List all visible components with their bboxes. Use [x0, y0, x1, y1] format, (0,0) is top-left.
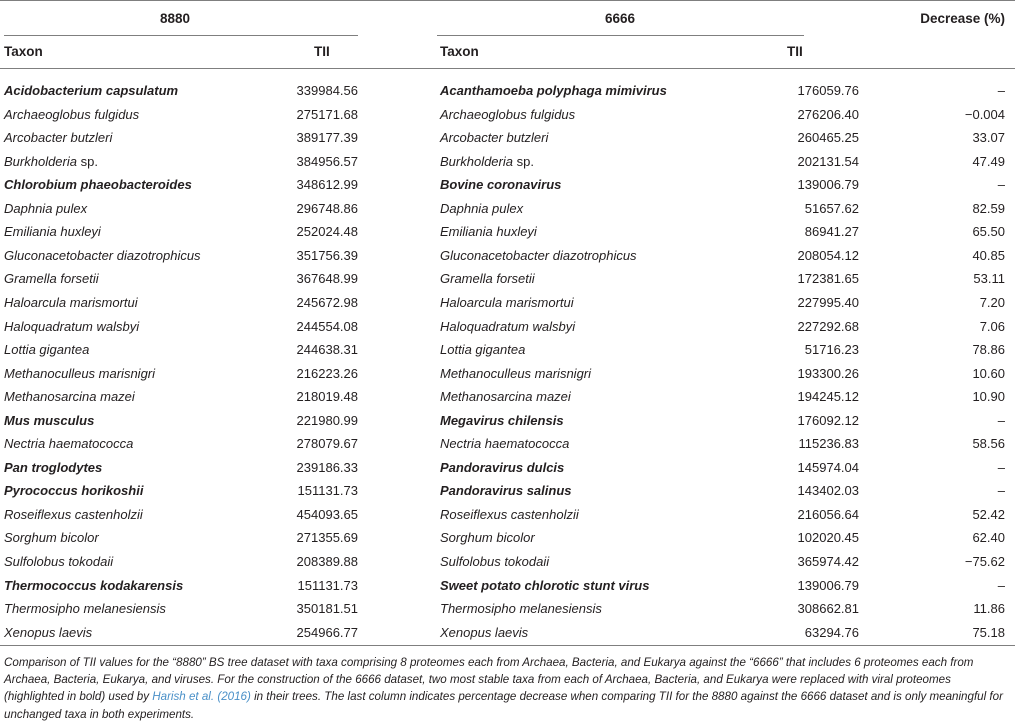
taxon-name: Burkholderia [440, 153, 513, 169]
tii-6666-cell: 193300.26 [797, 365, 859, 381]
taxon-name: Methanoculleus marisnigri [440, 365, 592, 381]
tii-6666-cell: 308662.81 [797, 601, 859, 617]
taxon-name: Pandoravirus salinus [440, 483, 572, 499]
taxon-name: Acanthamoeba polyphaga mimivirus [440, 83, 667, 98]
tii-8880-cell: 278079.67 [296, 436, 358, 452]
decrease-cell: 53.11 [973, 271, 1005, 287]
header-decrease: Decrease (%) [920, 11, 1005, 26]
tii-6666-cell: 176059.76 [797, 83, 859, 98]
table-row [0, 82, 1015, 106]
citation-link[interactable]: Harish et al. (2016) [152, 690, 251, 704]
decrease-cell: 7.06 [979, 318, 1005, 334]
taxon-8880-cell [4, 412, 94, 430]
taxon-name: Nectria haematococca [440, 436, 570, 452]
table-row [0, 506, 1015, 530]
taxon-8880-cell [4, 506, 143, 524]
taxon-name: Xenopus laevis [440, 624, 529, 640]
tii-8880-cell: 348612.99 [296, 177, 358, 193]
taxon-8880-cell [4, 388, 135, 406]
taxon-name: Burkholderia [4, 153, 77, 169]
taxon-8880-cell [4, 529, 99, 547]
taxon-name: Bovine coronavirus [440, 177, 562, 193]
tii-8880-cell: 239186.33 [296, 459, 358, 475]
tii-6666-cell: 143402.03 [797, 483, 859, 499]
group-header-8880: 8880 [160, 11, 191, 26]
taxon-name: Haloarcula marismortui [4, 294, 138, 310]
group-rule-6666 [437, 35, 804, 36]
header-tii-8880: TII [314, 44, 330, 59]
table-row [0, 577, 1015, 601]
taxon-6666-cell [440, 176, 561, 194]
taxon-6666-cell [440, 529, 535, 547]
tii-6666-cell: 51716.23 [804, 342, 859, 358]
table-row [0, 129, 1015, 153]
tii-6666-cell: 216056.64 [797, 506, 859, 522]
tii-8880-cell: 218019.48 [296, 389, 358, 405]
tii-6666-cell: 176092.12 [797, 412, 859, 428]
taxon-6666-cell [440, 412, 564, 430]
taxon-6666-cell [440, 341, 525, 359]
tii-6666-cell: 172381.65 [797, 271, 859, 287]
taxon-name: Mus musculus [4, 412, 95, 428]
taxon-name: Daphnia pulex [440, 200, 524, 216]
tii-8880-cell: 216223.26 [296, 365, 358, 381]
header-tii-6666: TII [787, 44, 803, 59]
taxon-6666-cell [440, 270, 535, 288]
tii-8880-cell: 252024.48 [296, 224, 358, 240]
tii-8880-cell: 208389.88 [296, 554, 358, 569]
table-row [0, 482, 1015, 506]
taxon-6666-cell [440, 82, 667, 100]
taxon-name: Pyrococcus horikoshii [4, 483, 144, 499]
table-top-rule [0, 0, 1015, 1]
taxon-name: Roseiflexus castenholzii [4, 506, 143, 522]
table-row [0, 200, 1015, 224]
tii-6666-cell: 145974.04 [797, 459, 859, 475]
tii-8880-cell: 350181.51 [296, 601, 358, 617]
decrease-cell: – [997, 459, 1005, 475]
taxon-8880-cell [4, 129, 112, 147]
taxon-name: Archaeoglobus fulgidus [4, 106, 140, 122]
table-row [0, 365, 1015, 389]
header-taxon-8880: Taxon [4, 44, 43, 59]
taxon-name: Pandoravirus dulcis [440, 459, 565, 475]
taxon-6666-cell [440, 577, 649, 595]
taxon-name: Gramella forsetii [4, 271, 99, 287]
taxon-suffix: sp. [77, 153, 98, 169]
taxon-8880-cell [4, 82, 178, 100]
tii-6666-cell: 102020.45 [797, 530, 859, 546]
taxon-name: Gramella forsetii [440, 271, 535, 287]
taxon-8880-cell [4, 270, 99, 288]
taxon-6666-cell [440, 600, 602, 618]
tii-8880-cell: 221980.99 [296, 412, 358, 428]
taxon-6666-cell [440, 294, 574, 312]
tii-6666-cell: 202131.54 [797, 153, 859, 169]
header-bottom-rule [0, 68, 1015, 69]
table-row [0, 270, 1015, 294]
taxon-6666-cell [440, 624, 528, 642]
taxon-name: Methanosarcina mazei [440, 389, 571, 405]
taxon-8880-cell [4, 200, 87, 218]
taxon-6666-cell [440, 435, 569, 453]
taxon-name: Nectria haematococca [4, 436, 134, 452]
taxon-6666-cell [440, 129, 548, 147]
taxon-8880-cell [4, 153, 98, 171]
tii-6666-cell: 194245.12 [797, 389, 859, 405]
group-header-6666: 6666 [605, 11, 636, 26]
taxon-6666-cell [440, 388, 571, 406]
taxon-name: Thermosipho melanesiensis [4, 601, 166, 617]
taxon-8880-cell [4, 459, 102, 477]
taxon-8880-cell [4, 247, 201, 265]
taxon-8880-cell [4, 341, 89, 359]
tii-8880-cell: 151131.73 [297, 483, 358, 499]
decrease-cell: −0.004 [964, 106, 1005, 122]
taxon-name: Archaeoglobus fulgidus [440, 106, 576, 122]
tii-8880-cell: 151131.73 [297, 577, 358, 593]
decrease-cell: −75.62 [964, 554, 1005, 569]
taxon-suffix: sp. [513, 153, 534, 169]
table-row [0, 459, 1015, 483]
decrease-cell: – [997, 577, 1005, 593]
taxon-name: Arcobacter butzleri [440, 130, 549, 146]
taxon-8880-cell [4, 318, 139, 336]
tii-6666-cell: 51657.62 [804, 200, 859, 216]
table-row [0, 529, 1015, 553]
taxon-8880-cell [4, 176, 192, 194]
taxon-name: Chlorobium phaeobacteroides [4, 177, 192, 193]
decrease-cell: 58.56 [972, 436, 1005, 452]
taxon-name: Pan troglodytes [4, 459, 103, 475]
taxon-6666-cell [440, 223, 537, 241]
taxon-name: Sulfolobus tokodaii [440, 554, 550, 569]
tii-8880-cell: 275171.68 [296, 106, 358, 122]
table-row [0, 318, 1015, 342]
taxon-6666-cell [440, 506, 579, 524]
tii-8880-cell: 244638.31 [296, 342, 358, 358]
tii-6666-cell: 63294.76 [804, 624, 859, 640]
tii-8880-cell: 244554.08 [296, 318, 358, 334]
tii-6666-cell: 227995.40 [797, 294, 859, 310]
tii-8880-cell: 367648.99 [296, 271, 358, 287]
tii-6666-cell: 365974.42 [797, 554, 859, 569]
tii-6666-cell: 276206.40 [797, 106, 859, 122]
decrease-cell: 33.07 [972, 130, 1005, 146]
table-row [0, 341, 1015, 365]
table-row [0, 412, 1015, 436]
tii-8880-cell: 254966.77 [296, 624, 358, 640]
table-row [0, 600, 1015, 624]
taxon-name: Emiliania huxleyi [4, 224, 101, 240]
taxon-8880-cell [4, 223, 101, 241]
decrease-cell: – [997, 483, 1005, 499]
taxon-name: Sorghum bicolor [4, 530, 99, 546]
taxon-8880-cell [4, 106, 139, 124]
taxon-name: Daphnia pulex [4, 200, 88, 216]
table-row [0, 176, 1015, 200]
taxon-name: Sulfolobus tokodaii [4, 554, 114, 569]
tii-6666-cell: 115236.83 [798, 436, 859, 452]
taxon-6666-cell [440, 553, 549, 571]
decrease-cell: 10.60 [972, 365, 1005, 381]
taxon-name: Xenopus laevis [4, 624, 93, 640]
decrease-cell: – [997, 177, 1005, 193]
taxon-name: Haloquadratum walsbyi [4, 318, 140, 334]
taxon-8880-cell [4, 482, 143, 500]
decrease-cell: 40.85 [972, 247, 1005, 263]
decrease-cell: 75.18 [972, 624, 1005, 640]
taxon-name: Acidobacterium capsulatum [4, 83, 179, 98]
table-row [0, 294, 1015, 318]
taxon-6666-cell [440, 318, 575, 336]
taxon-name: Thermococcus kodakarensis [4, 577, 184, 593]
decrease-cell: – [997, 83, 1005, 98]
decrease-cell: 47.49 [972, 153, 1005, 169]
taxon-name: Lottia gigantea [4, 342, 90, 358]
table-caption [4, 654, 1012, 723]
decrease-cell: 11.86 [973, 601, 1005, 617]
decrease-cell: 10.90 [972, 389, 1005, 405]
group-rule-8880 [4, 35, 358, 36]
taxon-8880-cell [4, 600, 166, 618]
header-taxon-6666: Taxon [440, 44, 479, 59]
taxon-8880-cell [4, 577, 183, 595]
tii-8880-cell: 245672.98 [296, 294, 358, 310]
decrease-cell: 62.40 [972, 530, 1005, 546]
tii-6666-cell: 260465.25 [797, 130, 859, 146]
taxon-name: Arcobacter butzleri [4, 130, 113, 146]
table-bottom-rule [0, 645, 1015, 646]
caption-text-part1: Comparison of TII values for the “8880” BS tree dataset with taxa comprising 8 proteomes each from Archaea, Bacteria, and Eukarya against the “6666” that includes 6 proteomes each from Archaea, Bacteria, Eukarya, and viruses. For the construction of the 6666 dataset, two most stable taxa from each of Archaea, Bacteria, and Eukarya were replaced with viral proteomes (highlighted in bold) used by [4, 656, 974, 704]
decrease-cell: – [997, 412, 1005, 428]
table-row [0, 223, 1015, 247]
tii-6666-cell: 139006.79 [797, 177, 859, 193]
taxon-name: Sorghum bicolor [440, 530, 535, 546]
table-row [0, 435, 1015, 459]
taxon-name: Emiliania huxleyi [440, 224, 537, 240]
table-row [0, 247, 1015, 271]
table-row [0, 388, 1015, 412]
tii-8880-cell: 351756.39 [296, 247, 358, 263]
tii-8880-cell: 454093.65 [296, 506, 358, 522]
tii-8880-cell: 389177.39 [296, 130, 358, 146]
table-row [0, 624, 1015, 648]
caption-text-part2: in their trees. The last column indicates percentage decrease when comparing TII for the 8880 against the 6666 dataset and is only meaningful for unchanged taxa in both experiments. [4, 690, 1003, 721]
tii-8880-cell: 271355.69 [296, 530, 358, 546]
taxon-name: Methanoculleus marisnigri [4, 365, 156, 381]
taxon-name: Gluconacetobacter diazotrophicus [440, 247, 637, 263]
taxon-8880-cell [4, 435, 133, 453]
taxon-6666-cell [440, 200, 523, 218]
tii-8880-cell: 296748.86 [296, 200, 358, 216]
decrease-cell: 82.59 [972, 200, 1005, 216]
taxon-name: Thermosipho melanesiensis [440, 601, 602, 617]
tii-6666-cell: 139006.79 [797, 577, 859, 593]
table-row [0, 153, 1015, 177]
taxon-8880-cell [4, 294, 138, 312]
taxon-6666-cell [440, 247, 637, 265]
tii-6666-cell: 86941.27 [804, 224, 859, 240]
taxon-6666-cell [440, 482, 572, 500]
taxon-name: Roseiflexus castenholzii [440, 506, 579, 522]
decrease-cell: 78.86 [972, 342, 1005, 358]
taxon-6666-cell [440, 106, 575, 124]
taxon-name: Methanosarcina mazei [4, 389, 135, 405]
decrease-cell: 65.50 [972, 224, 1005, 240]
tii-6666-cell: 208054.12 [797, 247, 859, 263]
table-row [0, 106, 1015, 130]
taxon-name: Gluconacetobacter diazotrophicus [4, 247, 201, 263]
taxon-8880-cell [4, 553, 113, 571]
taxon-8880-cell [4, 624, 92, 642]
table-row [0, 553, 1015, 577]
taxon-6666-cell [440, 459, 564, 477]
taxon-name: Haloquadratum walsbyi [440, 318, 576, 334]
taxon-6666-cell [440, 153, 534, 171]
taxon-name: Sweet potato chlorotic stunt virus [440, 577, 650, 593]
taxon-name: Haloarcula marismortui [440, 294, 574, 310]
taxon-name: Lottia gigantea [440, 342, 526, 358]
tii-6666-cell: 227292.68 [797, 318, 859, 334]
decrease-cell: 7.20 [979, 294, 1005, 310]
taxon-name: Megavirus chilensis [440, 412, 564, 428]
tii-8880-cell: 339984.56 [296, 83, 358, 98]
taxon-6666-cell [440, 365, 591, 383]
taxon-8880-cell [4, 365, 155, 383]
decrease-cell: 52.42 [972, 506, 1005, 522]
tii-8880-cell: 384956.57 [296, 153, 358, 169]
